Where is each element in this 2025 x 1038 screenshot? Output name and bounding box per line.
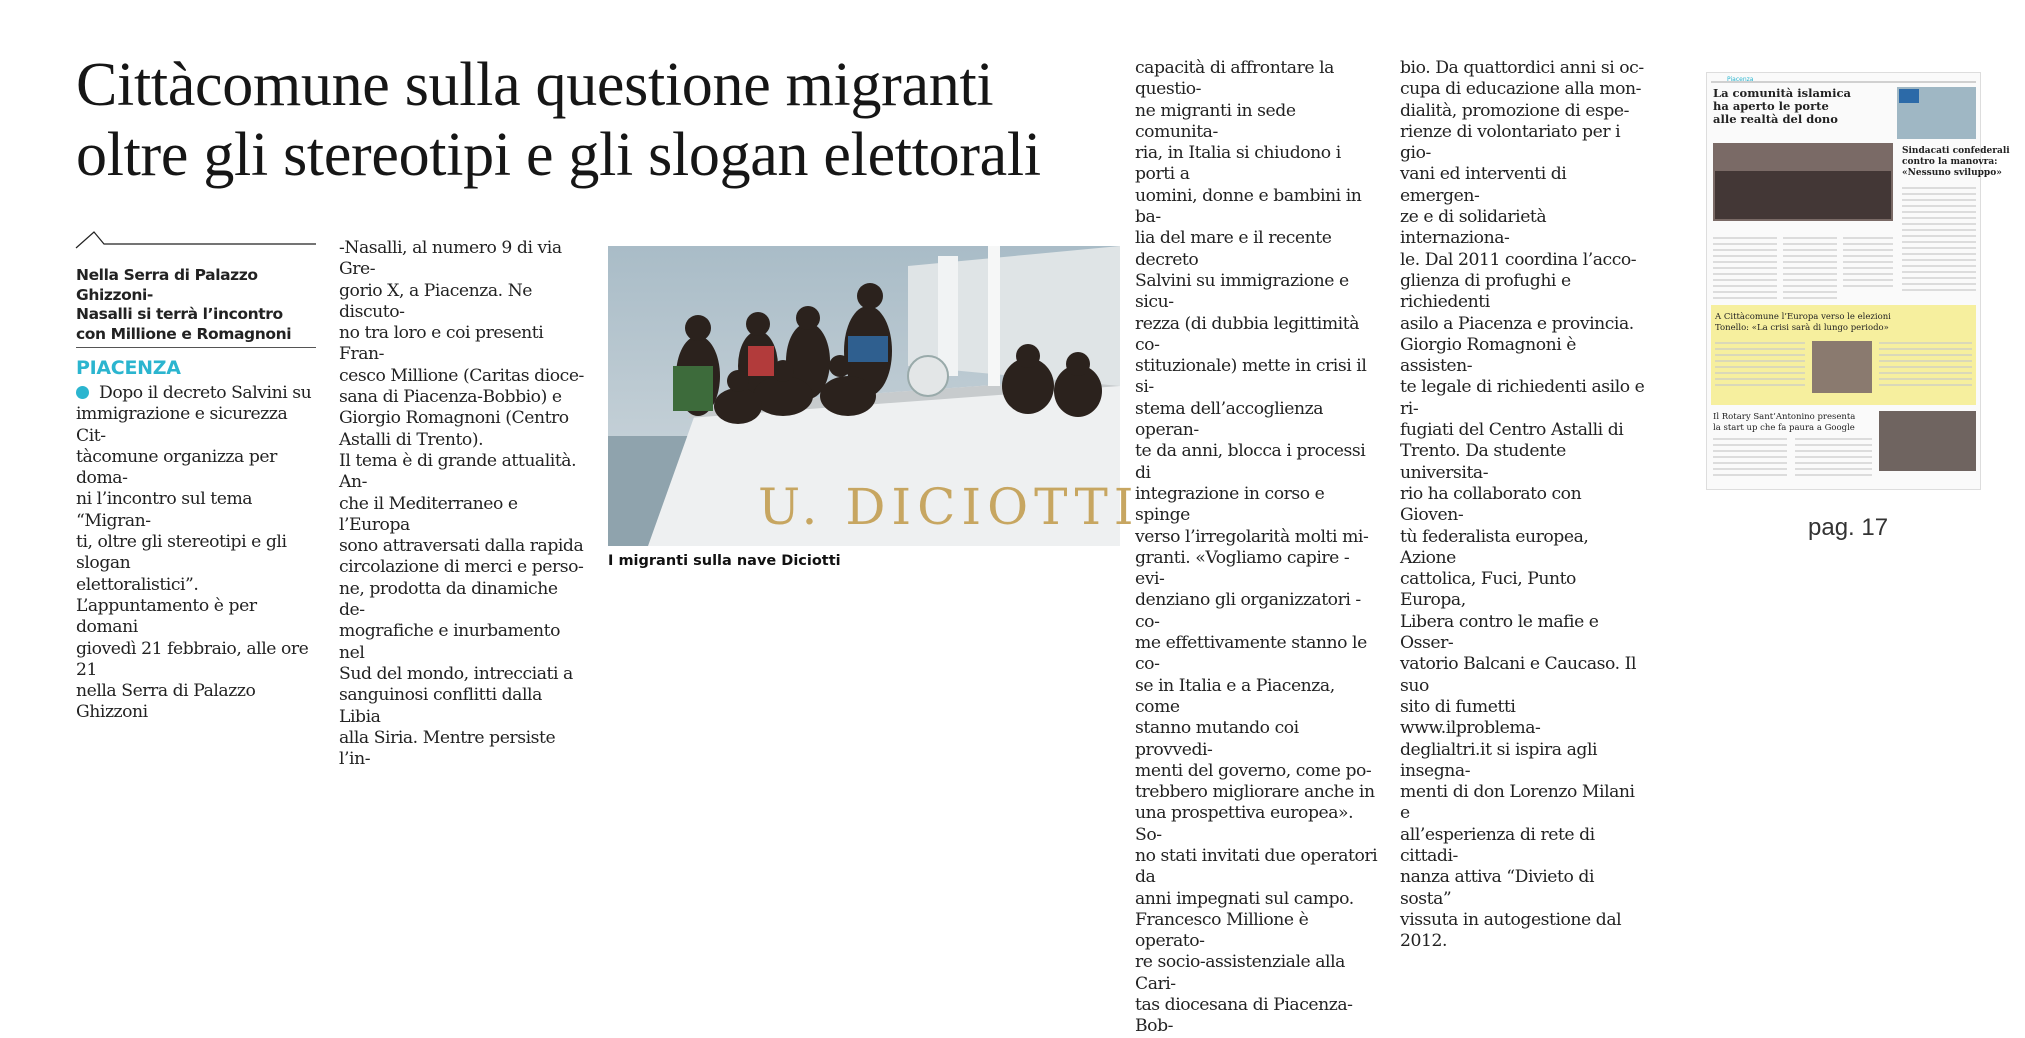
article-headline: Cittàcomune sulla questione migranti oltre gli stereotipi e gli slogan elettorali [76, 51, 1041, 189]
thumb-story3-line2: Tonello: «La crisi sarà di lungo periodo» [1715, 323, 1889, 333]
thumb-section: Piacenza [1727, 76, 1754, 83]
article-column-3 [1135, 58, 1380, 1038]
article-photo [608, 246, 1140, 546]
photo-caption: I migranti sulla nave Diciotti [608, 553, 841, 569]
article-column-4 [1400, 58, 1645, 952]
thumb-story3-line1: A Cittàcomune l’Europa verso le elezioni [1715, 312, 1891, 322]
ship-name-text: U. DICIOTTI [758, 478, 1140, 536]
thumb-story4-title [1713, 412, 1858, 433]
article-subhead: Nella Serra di Palazzo Ghizzoni- Nasalli si terrà l’incontro con Millione e Romagnoni [76, 266, 292, 343]
thumb-story2-line3: «Nessuno sviluppo» [1902, 168, 2002, 178]
thumb-story4-line1: Il Rotary Sant’Antonino presenta [1713, 412, 1856, 422]
article-column-2 [339, 238, 587, 770]
thumb-story2-line1: Sindacati confederali [1902, 146, 2010, 156]
column-3-text: capacità di affrontare la questio- ne migranti in sede comunita- ria, in Italia si chiudono i porti a uomini, donne e bambini in ba- lia del mare e il recente decreto Salvini su immigrazione e sicu- rezza (di dubbia legittimità co- stituzionale) mette in crisi il si- stema dell’accoglienza operan- te da anni, blocca i processi di integrazione in corso e spinge verso l’irregolarità molti mi- granti. «Vogliamo capire - evi- denziano gli organizzatori - co- me effettivamente stanno le co- se in Italia e a Piacenza, come stanno mutando coi provvedi- menti del governo, come po- trebbero migliorare anche in una prospettiva europea». So- no stati invitati due operatori da anni impegnati sul campo. Francesco Millione è operato- re socio-assistenziale alla Cari- tas diocesana di Piacenza-Bob- [1135, 58, 1378, 1037]
page-number: pag. 17 [1808, 514, 1889, 541]
bullet-dot-icon [76, 386, 89, 399]
column-2-text: -Nasalli, al numero 9 di via Gre- gorio X, a Piacenza. Ne discuto- no tra loro e coi presenti Fran- cesco Millione (Caritas dioce- sana di Piacenza-Bobbio) e Giorgio Romagnoni (Centro Astalli di Trento). Il tema è di grande attualità. An- che il Mediterraneo e l’Europa sono attraversati dalla rapida circolazione di merci e perso- ne, prodotta da dinamiche de- mografiche e inurbamento nel Sud del mondo, intrecciati a sanguinosi conflitti dalla Libia alla Siria. Mentre persiste l’in- [339, 238, 584, 770]
page-thumbnail-layout [1707, 73, 2010, 489]
column-4-text: bio. Da quattordici anni si oc- cupa di educazione alla mon- dialità, promozione di espe- rienze di volontariato per i gio- vani ed interventi di emergen- ze e di solidarietà internaziona- le. Dal 2011 coordina l’acco- glienza di profughi e richiedenti asilo a Piacenza e provincia. Giorgio Romagnoni è assisten- te legale di richiedenti asilo e ri- fugiati del Centro Astalli di Trento. Da studente universita- rio ha collaborato con Gioven- tù federalista europea, Azione cattolica, Fuci, Punto Europa, Libera contro le mafie e Osser- vatorio Balcani e Caucaso. Il suo sito di fumetti www.ilproblema- deglialtri.it si ispira agli insegna- menti di don Lorenzo Milani e all’esperienza di rete di cittadi- nanza attiva “Divieto di sosta” vissuta in autogestione dal 2012. [1400, 58, 1645, 952]
article-column-1 [76, 383, 321, 724]
divider [76, 347, 316, 348]
migrant-ship-photo [608, 246, 1140, 546]
thumb-story2-title [1902, 146, 2013, 178]
headline-decoration [76, 230, 316, 250]
dateline: PIACENZA [76, 357, 181, 379]
thumb-story1-line3: alle realtà del dono [1713, 112, 1838, 126]
page-thumbnail [1706, 72, 2010, 490]
thumb-story1-title [1713, 86, 1855, 126]
thumb-story1-line1: La comunità islamica [1713, 86, 1851, 100]
thumb-story2-line2: contro la manovra: [1902, 157, 1998, 167]
column-1-text: Dopo il decreto Salvini su immigrazione e sicurezza Cit- tàcomune organizza per doma- ni l’incontro sul tema “Migran- ti, oltre gli stereotipi e gli slogan elettoralistici”. L’appuntamento è per domani giovedì 21 febbraio, alle ore 21 nella Serra di Palazzo Ghizzoni [76, 383, 312, 723]
thumb-story4-line2: la start up che fa paura a Google [1713, 423, 1855, 433]
thumb-story1-line2: ha aperto le porte [1713, 99, 1829, 113]
